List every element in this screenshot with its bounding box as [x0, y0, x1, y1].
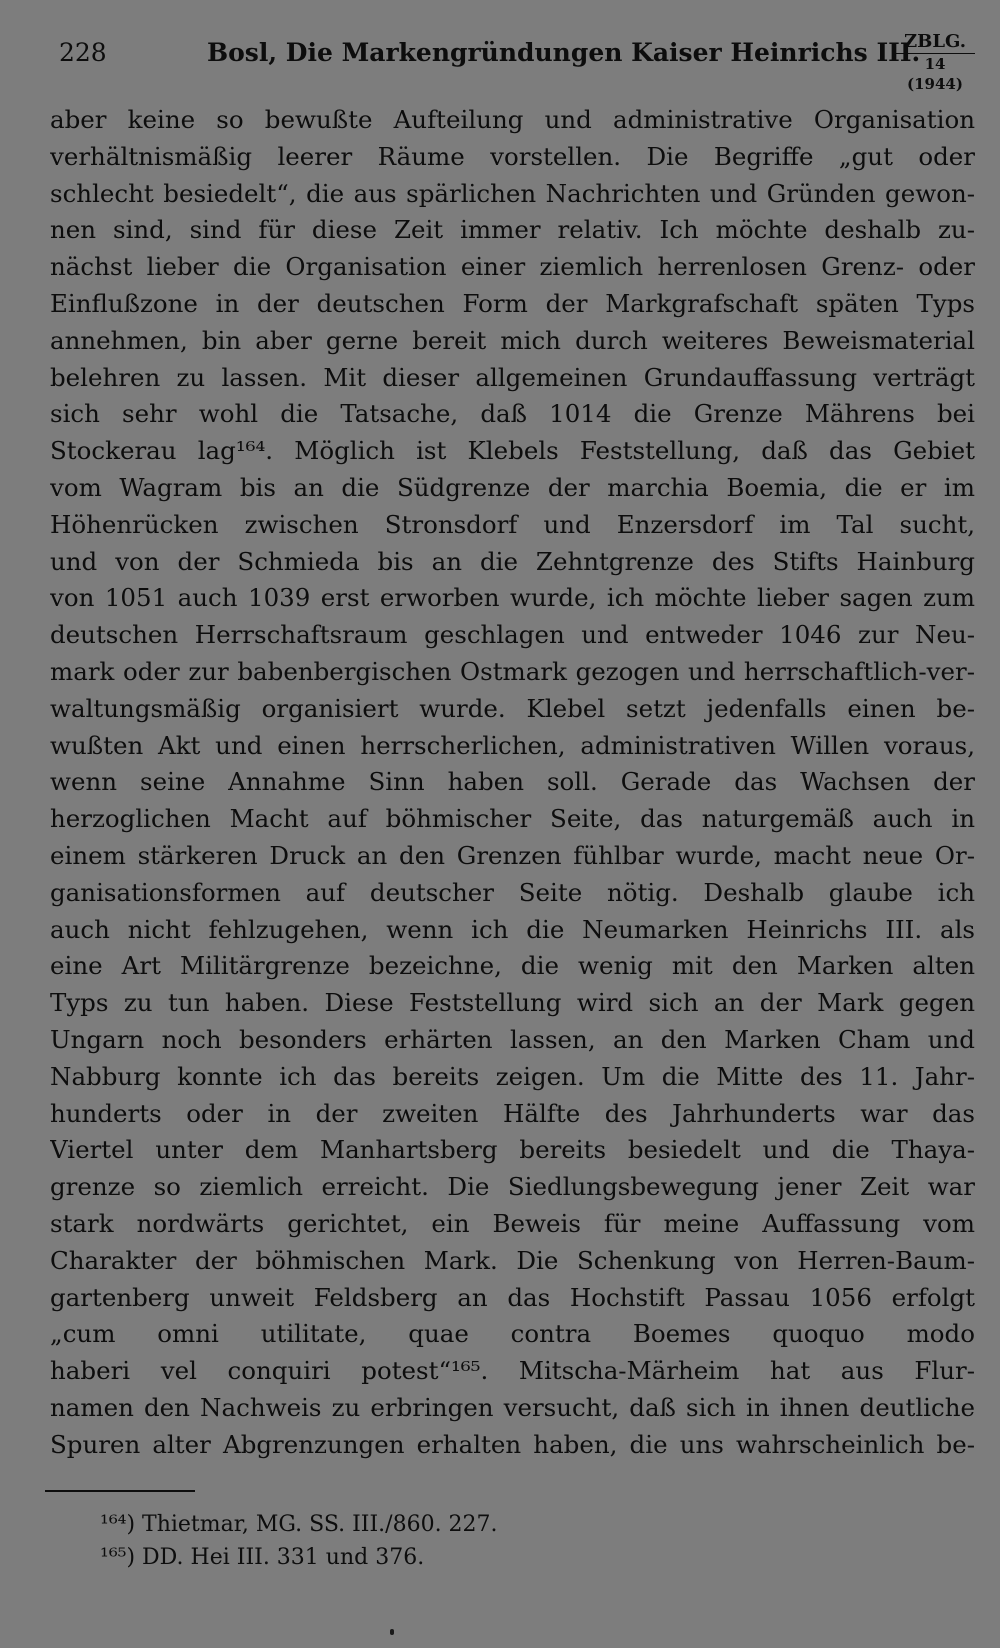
text-line: stark nordwärts gerichtet, ein Beweis für meine Auffassung vom — [50, 1208, 975, 1238]
text-line: wußten Akt und einen herrscherlichen, administrativen Willen voraus, — [50, 730, 975, 760]
journal-abbreviation: ZBLG. — [895, 32, 975, 54]
text-line: einem stärkeren Druck an den Grenzen fühlbar wurde, macht neue Or- — [50, 840, 975, 870]
text-line: waltungsmäßig organisiert wurde. Klebel setzt jedenfalls einen be- — [50, 693, 975, 723]
text-line: von 1051 auch 1039 erst erworben wurde, ich möchte lieber sagen zum — [50, 583, 975, 613]
text-line: Einflußzone in der deutschen Form der Markgrafschaft späten Typs — [50, 288, 975, 318]
text-line: belehren zu lassen. Mit dieser allgemeinen Grundauffassung verträgt — [50, 362, 975, 392]
body-text — [50, 102, 975, 1463]
text-line: hunderts oder in der zweiten Hälfte des Jahrhunderts war das — [50, 1098, 975, 1128]
text-line: mark oder zur babenbergischen Ostmark gezogen und herrschaftlich-ver- — [50, 656, 975, 686]
text-line: nächst lieber die Organisation einer ziemlich herrenlosen Grenz- oder — [50, 252, 975, 282]
text-line: annehmen, bin aber gerne bereit mich durch weiteres Beweismaterial — [50, 325, 975, 355]
text-line: ganisationsformen auf deutscher Seite nötig. Deshalb glaube ich — [50, 877, 975, 907]
text-line: Viertel unter dem Manhartsberg bereits besiedelt und die Thaya- — [50, 1135, 975, 1165]
footnote-165: ¹⁶⁵) DD. Hei III. 331 und 376. — [100, 1545, 425, 1570]
page-number: 228 — [59, 38, 107, 67]
journal-volume: 14 (1944) — [907, 55, 963, 93]
footnote-164: ¹⁶⁴) Thietmar, MG. SS. III./860. 227. — [100, 1512, 498, 1537]
text-line: aber keine so bewußte Aufteilung und administrative Organisation — [50, 105, 975, 134]
text-line: Nabburg konnte ich das bereits zeigen. Um die Mitte des 11. Jahr- — [50, 1061, 975, 1091]
text-line: Höhenrücken zwischen Stronsdorf und Enzersdorf im Tal sucht, — [50, 509, 975, 539]
footnotes — [100, 1508, 800, 1574]
text-line: eine Art Militärgrenze bezeichne, die wenig mit den Marken alten — [50, 951, 975, 981]
text-line: gartenberg unweit Feldsberg an das Hochstift Passau 1056 erfolgt — [50, 1282, 975, 1312]
text-line: deutschen Herrschaftsraum geschlagen und entweder 1046 zur Neu- — [50, 620, 975, 650]
journal-reference — [895, 32, 975, 94]
text-line: „cum omni utilitate, quae contra Boemes quoquo modo — [50, 1319, 975, 1349]
text-line: auch nicht fehlzugehen, wenn ich die Neumarken Heinrichs III. als — [50, 914, 975, 944]
text-line: Charakter der böhmischen Mark. Die Schenkung von Herren-Baum- — [50, 1245, 975, 1275]
text-line: Stockerau lag¹⁶⁴. Möglich ist Klebels Feststellung, daß das Gebiet — [50, 436, 975, 466]
text-line: grenze so ziemlich erreicht. Die Siedlungsbewegung jener Zeit war — [50, 1172, 975, 1202]
text-line: namen den Nachweis zu erbringen versucht, daß sich in ihnen deutliche — [50, 1392, 975, 1422]
text-line: Typs zu tun haben. Diese Feststellung wird sich an der Mark gegen — [50, 988, 975, 1018]
text-line: Spuren alter Abgrenzungen erhalten haben, die uns wahrscheinlich be- — [50, 1429, 975, 1459]
text-line: sich sehr wohl die Tatsache, daß 1014 die Grenze Mährens bei — [50, 399, 975, 429]
print-speck — [390, 1629, 394, 1635]
text-line: nen sind, sind für diese Zeit immer relativ. Ich möchte deshalb zu- — [50, 215, 975, 245]
footnote-divider — [45, 1490, 195, 1492]
running-title: Bosl, Die Markengründungen Kaiser Heinrichs III. — [207, 38, 921, 67]
text-line: herzoglichen Macht auf böhmischer Seite, das naturgemäß auch in — [50, 804, 975, 834]
text-line: Ungarn noch besonders erhärten lassen, an den Marken Cham und — [50, 1024, 975, 1054]
running-head — [55, 31, 975, 93]
text-line: vom Wagram bis an die Südgrenze der marchia Boemia, die er im — [50, 472, 975, 502]
text-line: verhältnismäßig leerer Räume vorstellen. Die Begriffe „gut oder — [50, 141, 975, 171]
text-line: schlecht besiedelt“, die aus spärlichen Nachrichten und Gründen gewon- — [50, 178, 975, 208]
text-line: haberi vel conquiri potest“¹⁶⁵. Mitscha-Märheim hat aus Flur- — [50, 1356, 975, 1386]
text-line: wenn seine Annahme Sinn haben soll. Gerade das Wachsen der — [50, 767, 975, 797]
text-line: und von der Schmieda bis an die Zehntgrenze des Stifts Hainburg — [50, 546, 975, 576]
